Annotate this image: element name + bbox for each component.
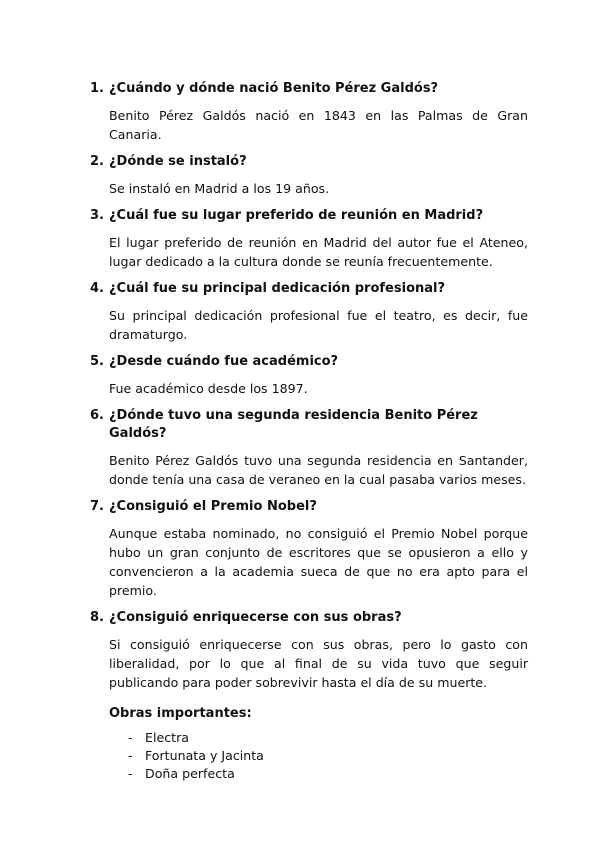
answer-text: Se instaló en Madrid a los 19 años. (109, 181, 330, 196)
question-number: 6. (90, 408, 104, 423)
question-text: ¿Dónde se instaló? (109, 154, 247, 169)
question-heading (90, 153, 528, 171)
question-number: 7. (90, 499, 104, 514)
bullet-dash: - (128, 748, 133, 763)
bullet-dash: - (128, 766, 133, 781)
question-number: 5. (90, 354, 104, 369)
question-number: 3. (90, 208, 104, 223)
works-heading: Obras importantes: (109, 706, 252, 721)
answer-text: Fue académico desde los 1897. (109, 381, 308, 396)
list-item (128, 729, 600, 747)
work-title: Doña perfecta (145, 766, 235, 781)
works-list (128, 729, 600, 783)
answer-text: Aunque estaba nominado, no consiguió el Premio Nobel porque hubo un gran conjunto de escritores que se opusieron a ello y convencieron a la academia sueca de que no era apto para el premio. (109, 526, 528, 598)
question-heading (90, 498, 528, 516)
work-title: Fortunata y Jacinta (145, 748, 264, 763)
question-text: ¿Cuál fue su lugar preferido de reunión en Madrid? (109, 208, 484, 223)
answer-text: El lugar preferido de reunión en Madrid del autor fue el Ateneo, lugar dedicado a la cultura donde se reunía frecuentemente. (109, 235, 528, 269)
question-heading (90, 80, 528, 98)
question-block-8 (90, 609, 528, 692)
list-item (128, 765, 600, 783)
question-block-2 (90, 153, 528, 198)
answer-text: Si consiguió enriquecerse con sus obras, pero lo gasto con liberalidad, por lo que al final de su vida tuvo que seguir publicando para poder sobrevivir hasta el día de su muerte. (109, 637, 528, 690)
question-text: ¿Cuál fue su principal dedicación profesional? (109, 281, 446, 296)
question-heading (90, 280, 528, 298)
question-heading (90, 353, 528, 371)
work-title: Electra (145, 730, 189, 745)
question-block-1 (90, 80, 528, 144)
answer-text: Benito Pérez Galdós nació en 1843 en las Palmas de Gran Canaria. (109, 108, 528, 142)
question-heading (90, 207, 528, 225)
question-block-7 (90, 498, 528, 600)
question-text: ¿Consiguió enriquecerse con sus obras? (109, 610, 402, 625)
answer-text: Benito Pérez Galdós tuvo una segunda residencia en Santander, donde tenía una casa de veraneo en la cual pasaba varios meses. (109, 453, 528, 487)
question-heading (90, 407, 528, 443)
question-text: ¿Dónde tuvo una segunda residencia Benito Pérez Galdós? (109, 408, 478, 441)
question-block-3 (90, 207, 528, 271)
question-block-6 (90, 407, 528, 489)
question-block-5 (90, 353, 528, 398)
question-heading (90, 609, 528, 627)
question-text: ¿Consiguió el Premio Nobel? (109, 499, 317, 514)
question-number: 4. (90, 281, 104, 296)
answer-text: Su principal dedicación profesional fue el teatro, es decir, fue dramaturgo. (109, 308, 528, 342)
question-text: ¿Desde cuándo fue académico? (109, 354, 339, 369)
question-text: ¿Cuándo y dónde nació Benito Pérez Galdós? (109, 81, 439, 96)
question-number: 2. (90, 154, 104, 169)
question-number: 1. (90, 81, 104, 96)
list-item (128, 747, 600, 765)
question-block-4 (90, 280, 528, 344)
bullet-dash: - (128, 730, 133, 745)
question-number: 8. (90, 610, 104, 625)
